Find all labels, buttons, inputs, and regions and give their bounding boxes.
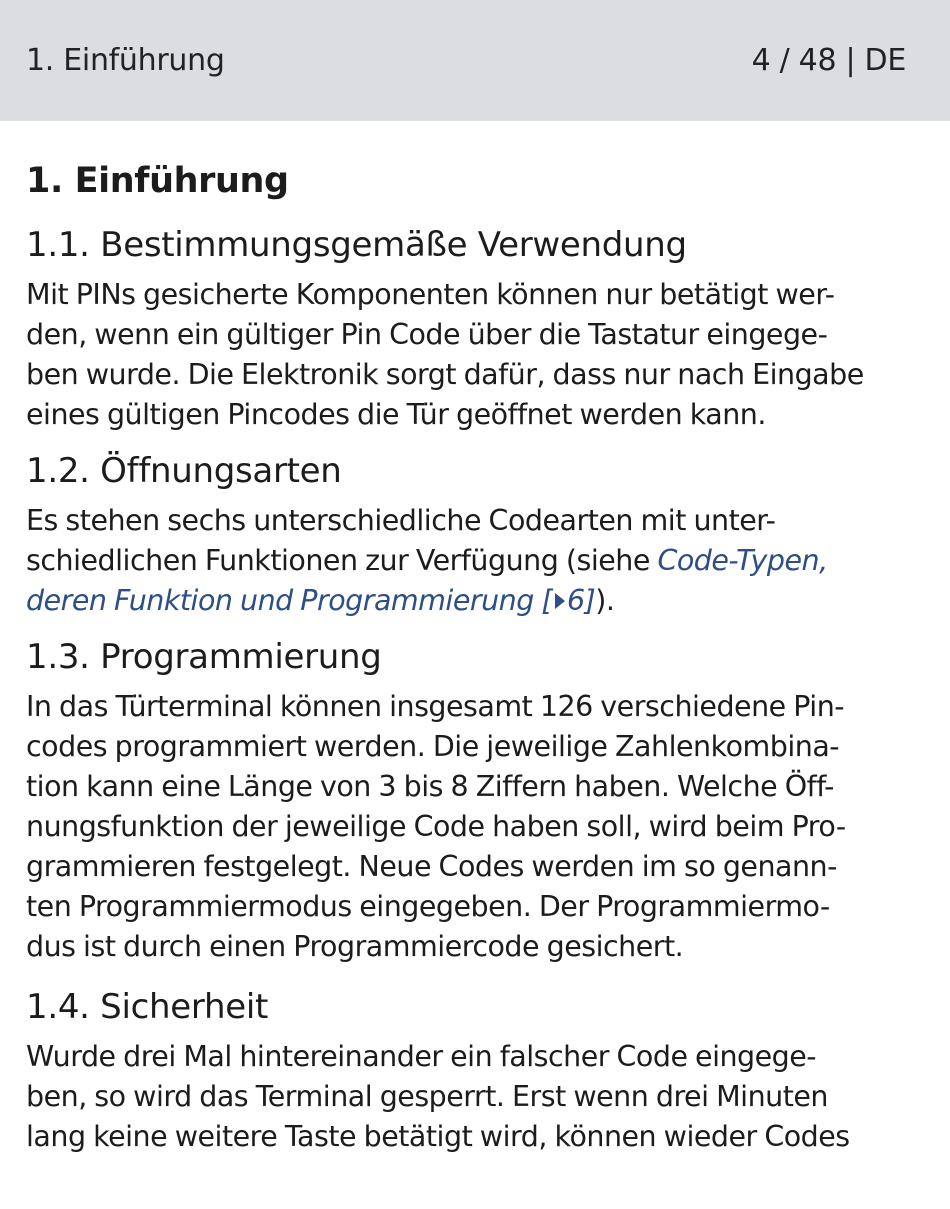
text-line: codes programmiert werden. Die jeweilige Zahlenkombina-	[26, 730, 840, 763]
section-heading-programming: 1.3. Programmierung	[26, 637, 382, 677]
section-paragraph-opening-types	[26, 501, 924, 621]
text-line: ben, so wird das Terminal gesperrt. Erst wenn drei Minuten	[26, 1080, 828, 1113]
section-paragraph-programming	[26, 687, 924, 967]
section-paragraph-security	[26, 1037, 924, 1157]
link-text: deren Funktion und Programmierung [	[26, 584, 552, 617]
text-line	[26, 541, 924, 581]
text-line: ben wurde. Die Elektronik sorgt dafür, dass nur nach Eingabe	[26, 358, 864, 391]
header-page-indicator: 4 / 48 | DE	[751, 43, 906, 78]
text-line: ten Programmiermodus eingegeben. Der Programmiermo-	[26, 890, 830, 923]
text-line: lang keine weitere Taste betätigt wird, können wieder Codes	[26, 1120, 850, 1153]
section-heading-opening-types: 1.2. Öffnungsarten	[26, 451, 342, 491]
document-body	[0, 121, 950, 1157]
text-line: tion kann eine Länge von 3 bis 8 Ziffern haben. Welche Öff-	[26, 770, 834, 803]
chapter-heading: 1. Einführung	[26, 161, 289, 201]
text-line	[26, 581, 924, 621]
page-header	[0, 0, 950, 121]
text-segment: ).	[595, 584, 615, 617]
cross-reference-link-continued[interactable]	[26, 584, 595, 617]
text-segment: schiedlichen Funktionen zur Verfügung (siehe	[26, 544, 658, 577]
page-arrow-icon	[555, 593, 565, 609]
text-line: Es stehen sechs unterschiedliche Codearten mit unter-	[26, 504, 776, 537]
header-chapter-title: 1. Einführung	[26, 43, 225, 78]
text-line: dus ist durch einen Programmiercode gesichert.	[26, 930, 684, 963]
link-page-number: 6]	[567, 584, 596, 617]
section-heading-security: 1.4. Sicherheit	[26, 987, 269, 1027]
cross-reference-link[interactable]: Code-Typen,	[657, 544, 828, 577]
text-line: In das Türterminal können insgesamt 126 verschiedene Pin-	[26, 690, 845, 723]
text-line: grammieren festgelegt. Neue Codes werden im so genann-	[26, 850, 837, 883]
section-heading-intended-use: 1.1. Bestimmungsgemäße Verwendung	[26, 225, 687, 265]
text-line: Mit PINs gesicherte Komponenten können nur betätigt wer-	[26, 278, 835, 311]
section-paragraph-intended-use	[26, 275, 924, 435]
text-line: nungsfunktion der jeweilige Code haben soll, wird beim Pro-	[26, 810, 846, 843]
text-line: den, wenn ein gültiger Pin Code über die Tastatur eingege-	[26, 318, 828, 351]
text-line: eines gültigen Pincodes die Tür geöffnet werden kann.	[26, 398, 766, 431]
text-line: Wurde drei Mal hintereinander ein falscher Code eingege-	[26, 1040, 817, 1073]
